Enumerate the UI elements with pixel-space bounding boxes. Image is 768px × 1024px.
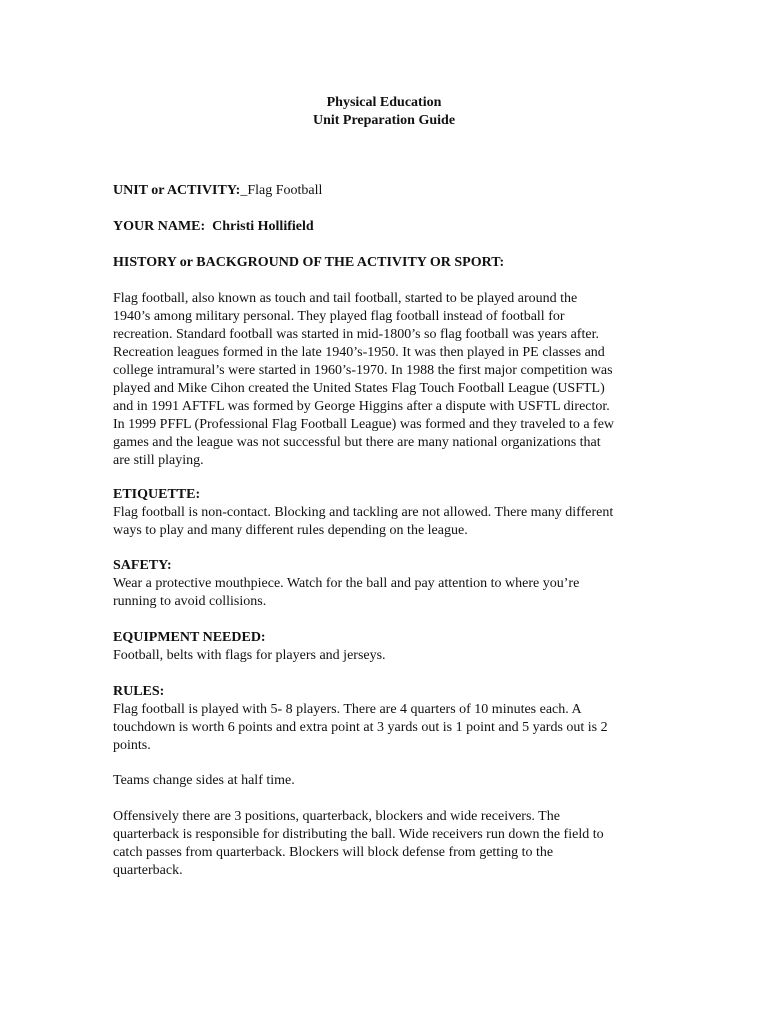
history-line: Recreation leagues formed in the late 1940’s-1950. It was then played in PE classes and <box>113 345 605 360</box>
unit-activity-value: _Flag Football <box>240 183 323 198</box>
rules-line: Flag football is played with 5- 8 players. There are 4 quarters of 10 minutes each. A <box>113 702 582 717</box>
unit-activity-label: UNIT or ACTIVITY: <box>113 183 241 198</box>
rules-paragraph-1 <box>113 701 658 755</box>
etiquette-paragraph <box>113 504 658 540</box>
rules-line: quarterback. <box>113 863 183 878</box>
etiquette-heading: ETIQUETTE: <box>113 487 201 502</box>
equipment-paragraph <box>113 647 658 665</box>
rules-line: points. <box>113 738 151 753</box>
rules-line: Teams change sides at half time. <box>113 773 295 788</box>
history-line: In 1999 PFFL (Professional Flag Football League) was formed and they traveled to a few <box>113 417 615 432</box>
unit-activity-row <box>113 182 658 200</box>
history-line: recreation. Standard football was started in mid-1800’s so flag football was years after. <box>113 327 599 342</box>
safety-heading: SAFETY: <box>113 558 172 573</box>
history-line: 1940’s among military personal. They played flag football instead of football for <box>113 309 565 324</box>
history-line: games and the league was not successful but there are many national organizations that <box>113 435 601 450</box>
document-title: Physical Education <box>326 95 442 110</box>
etiquette-line: Flag football is non-contact. Blocking and tackling are not allowed. There many different <box>113 505 614 520</box>
equipment-line: Football, belts with flags for players and jerseys. <box>113 648 386 663</box>
history-line: Flag football, also known as touch and tail football, started to be played around the <box>113 291 578 306</box>
history-heading: HISTORY or BACKGROUND OF THE ACTIVITY OR SPORT: <box>113 255 505 270</box>
etiquette-line: ways to play and many different rules depending on the league. <box>113 523 468 538</box>
your-name-label: YOUR NAME: <box>113 219 206 234</box>
rules-line: catch passes from quarterback. Blockers will block defense from getting to the <box>113 845 554 860</box>
rules-line: quarterback is responsible for distributing the ball. Wide receivers run down the field to <box>113 827 604 842</box>
your-name-row <box>113 218 658 236</box>
rules-line: touchdown is worth 6 points and extra point at 3 yards out is 1 point and 5 yards out is 2 <box>113 720 608 735</box>
rules-paragraph-3 <box>113 808 658 880</box>
safety-paragraph <box>113 575 658 611</box>
safety-line: Wear a protective mouthpiece. Watch for the ball and pay attention to where you’re <box>113 576 580 591</box>
equipment-heading: EQUIPMENT NEEDED: <box>113 630 266 645</box>
your-name-value: Christi Hollifield <box>212 219 314 234</box>
rules-line: Offensively there are 3 positions, quarterback, blockers and wide receivers. The <box>113 809 560 824</box>
history-line: and in 1991 AFTFL was formed by George Higgins after a dispute with USFTL director. <box>113 399 610 414</box>
history-line: are still playing. <box>113 453 204 468</box>
history-line: college intramural’s were started in 1960’s-1970. In 1988 the first major competition was <box>113 363 613 378</box>
rules-heading: RULES: <box>113 684 165 699</box>
safety-line: running to avoid collisions. <box>113 594 267 609</box>
rules-paragraph-2 <box>113 772 658 790</box>
history-line: played and Mike Cihon created the United States Flag Touch Football League (USFTL) <box>113 381 605 396</box>
history-paragraph <box>113 290 658 470</box>
document-subtitle: Unit Preparation Guide <box>312 113 456 128</box>
